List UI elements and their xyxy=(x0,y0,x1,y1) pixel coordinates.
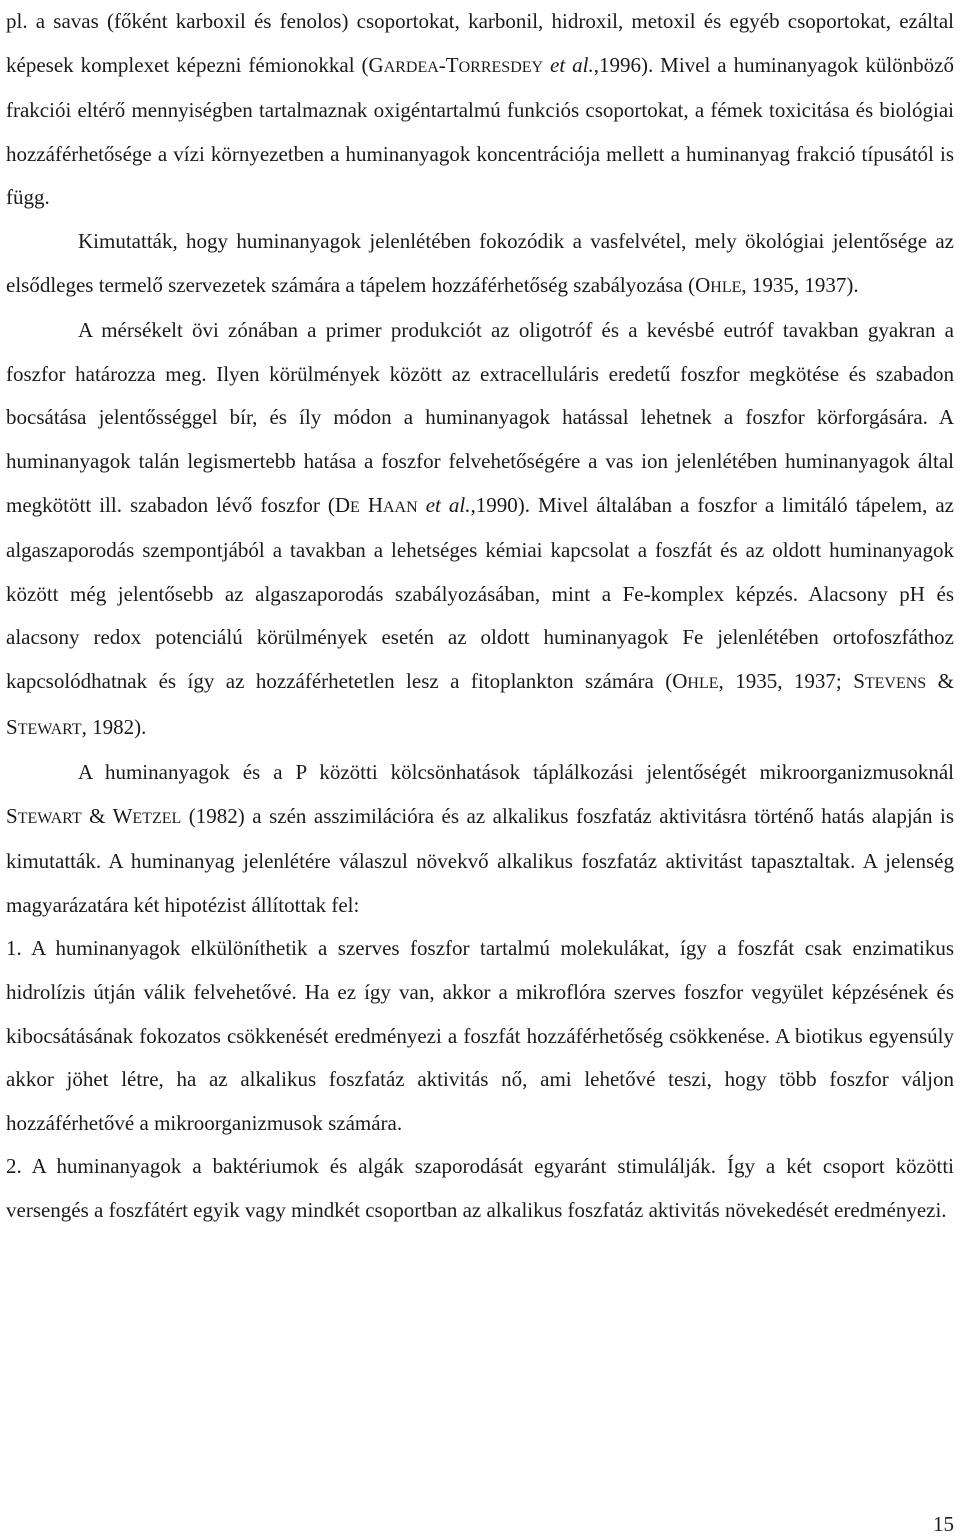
italic-text: et al. xyxy=(425,492,471,517)
text-run: ,1996). Mivel a huminanyagok különböző frakciói eltérő mennyiségben tartalmaznak oxigéntartalmú funkciós csoportokat, a fémek toxicitása és biológiai hozzáférhetősége a vízi környezetben a huminanyagok koncentrációja mellett a huminanyag frakció típusától is függ. xyxy=(6,52,954,210)
text-run: ,1990). Mivel általában a foszfor a limitáló tápelem, az algaszaporodás szempontjából a tavakban a lehetséges kémiai kapcsolat a foszfát és az oldott huminanyagok között még jelentősebb az algaszaporodás szabályozásában, mint a Fe-komplex képzés. Alacsony pH és alacsony redox potenciálú körülmények esetén az oldott huminanyagok Fe jelenlétében ortofoszfáthoz kapcsolódhatnak és így az hozzáférhetetlen lesz a fitoplankton számára (O xyxy=(6,492,954,693)
text-run: 2. A huminanyagok a baktériumok és algák szaporodását egyaránt stimulálják. Így a két csoport közötti versengés a foszfátért egyik vagy mindkét csoportban az alkalikus foszfatáz aktivitás növekedését eredményezi. xyxy=(6,1154,954,1223)
text-run: H xyxy=(359,492,383,517)
small-caps-text: TEVENS xyxy=(864,674,927,692)
text-run: , 1935, 1937). xyxy=(741,272,859,297)
small-caps-text: ORRESDEY xyxy=(458,58,544,76)
text-run: A huminanyagok és a P közötti kölcsönhatások táplálkozási jelentőségét mikroorganizmusoknál S xyxy=(6,760,954,828)
list-item xyxy=(6,927,954,1145)
text-run: pl. a savas (főként karboxil és fenolos) csoportokat, karbonil, hidroxil, metoxil és egyéb csoportokat, ezáltal képesek komplexet képezni fémionokkal (G xyxy=(6,9,954,77)
paragraph xyxy=(6,0,954,220)
text-run: & S xyxy=(6,668,954,739)
small-caps-text: AAN xyxy=(382,498,418,516)
paragraph xyxy=(6,309,954,751)
text-run: 1. A huminanyagok elkülöníthetik a szerves foszfor tartalmú molekulákat, így a foszfát csak enzimatikus hidrolízis útján válik felvehetővé. Ha ez így van, akkor a mikroflóra szerves foszfor vegyület képzésének és kibocsátásának fokozatos csökkenését eredményezi a foszfát hozzáférhetőség csökkenése. A biotikus egyensúly akkor jöhet létre, ha az alkalikus foszfatáz aktivitás nő, ami lehetővé teszi, hogy több foszfor váljon hozzáférhetővé a mikroorganizmusok számára. xyxy=(6,936,954,1135)
small-caps-text: ETZEL xyxy=(132,809,182,827)
italic-text: et al. xyxy=(550,52,594,77)
small-caps-text: E xyxy=(350,498,360,516)
small-caps-text: HLE xyxy=(687,674,719,692)
text-run: -T xyxy=(438,52,459,77)
paragraph xyxy=(6,751,954,927)
text-run xyxy=(418,493,426,517)
text-run: (1982) a szén asszimilációra és az alkalikus foszfatáz aktivitásra történő hatás alapján is kimutatták. A huminanyag jelenlétére válaszul növekvő alkalikus foszfatáz aktivitást tapasztaltak. A jelenség magyarázatára két hipotézist állítottak fel: xyxy=(6,803,954,917)
text-run xyxy=(543,53,550,77)
small-caps-text: ARDEA xyxy=(383,58,439,76)
list-item xyxy=(6,1145,954,1232)
text-run: & W xyxy=(81,803,133,828)
small-caps-text: TEWART xyxy=(17,720,82,738)
small-caps-text: HLE xyxy=(710,278,742,296)
text-run: A mérsékelt övi zónában a primer produkciót az oligotróf és a kevésbé eutróf tavakban gyakran a foszfor határozza meg. Ilyen körülmények között az extracelluláris eredetű foszfor megkötése és szabadon bocsátása jelentősséggel bír, és íly módon a huminanyagok hatással lehetnek a foszfor körforgására. A huminanyagok talán legismertebb hatása a foszfor felvehetőségére a vas ion jelenlétében huminanyagok által megkötött ill. szabadon lévő foszfor (D xyxy=(6,318,954,517)
text-run: , 1982). xyxy=(81,714,147,739)
document-page xyxy=(6,0,954,1233)
page-number: 15 xyxy=(933,1512,954,1536)
text-run: , 1935, 1937; S xyxy=(718,668,865,693)
small-caps-text: TEWART xyxy=(17,809,82,827)
text-run: Kimutatták, hogy huminanyagok jelenlétében fokozódik a vasfelvétel, mely ökológiai jelentősége az elsődleges termelő szervezetek számára a tápelem hozzáférhetőség szabályozása (O xyxy=(6,228,954,297)
paragraph xyxy=(6,220,954,309)
